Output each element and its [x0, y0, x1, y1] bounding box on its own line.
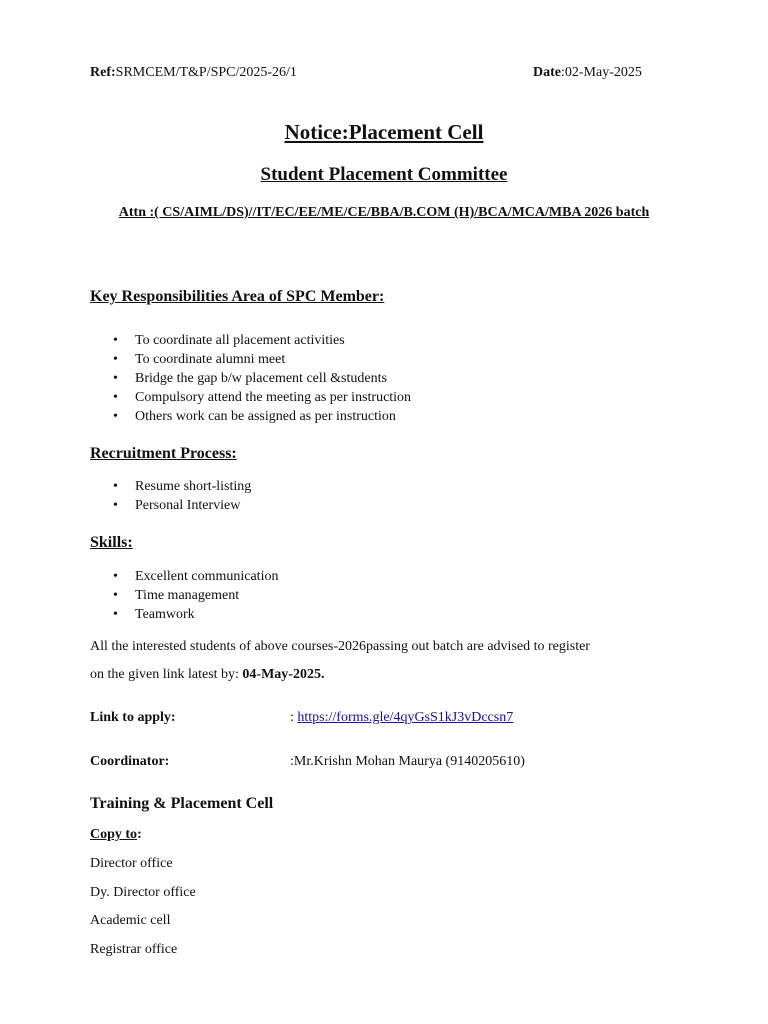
- ref-label: Ref:: [90, 65, 116, 80]
- committee-title: Student Placement Committee: [260, 164, 508, 185]
- recruitment-list: [90, 477, 251, 515]
- list-item: [90, 496, 251, 515]
- apply-separator: :: [290, 710, 298, 725]
- list-item: [90, 605, 278, 624]
- copy-to-label: Copy to: [90, 827, 138, 842]
- list-item: [90, 388, 411, 407]
- list-item-text: Teamwork: [135, 607, 195, 622]
- instruction-prefix: on the given link latest by:: [90, 667, 243, 682]
- ref-value: SRMCEM/T&P/SPC/2025-26/1: [115, 65, 297, 80]
- list-item: [90, 567, 278, 586]
- date-value: :02-May-2025: [561, 65, 642, 80]
- coordinator-label: Coordinator:: [90, 754, 170, 769]
- copy-recipient: Academic cell: [90, 913, 171, 928]
- copy-to-heading: [90, 827, 142, 843]
- list-item-text: Excellent communication: [135, 569, 279, 584]
- list-item: [90, 407, 411, 426]
- bullet-icon: •: [113, 390, 118, 405]
- bullet-icon: •: [113, 607, 118, 622]
- copy-recipient: Registrar office: [90, 942, 178, 957]
- list-item: [90, 350, 411, 369]
- copy-to-colon: :: [137, 827, 142, 842]
- list-item-text: Personal Interview: [135, 498, 241, 513]
- deadline-date: 04-May-2025.: [242, 667, 325, 682]
- skills-heading: Skills:: [90, 534, 133, 551]
- attention-line: Attn :( CS/AIML/DS)//IT/EC/EE/ME/CE/BBA/B.COM (H)/BCA/MCA/MBA 2026 batch: [118, 205, 650, 220]
- coordinator-value: :Mr.Krishn Mohan Maurya (9140205610): [290, 754, 525, 769]
- instruction-line-2: [90, 667, 324, 683]
- copy-recipient: Director office: [90, 856, 173, 871]
- skills-list: [90, 567, 278, 624]
- apply-label: Link to apply:: [90, 710, 176, 725]
- list-item-text: To coordinate alumni meet: [135, 352, 286, 367]
- notice-title: Notice:Placement Cell: [284, 120, 484, 144]
- list-item: [90, 477, 251, 496]
- list-item: [90, 331, 411, 350]
- list-item: [90, 586, 278, 605]
- list-item-text: Bridge the gap b/w placement cell &students: [135, 371, 387, 386]
- instruction-line-1: All the interested students of above courses-2026passing out batch are advised to register: [90, 639, 590, 654]
- bullet-icon: •: [113, 409, 118, 424]
- apply-form-link[interactable]: https://forms.gle/4qyGsS1kJ3vDccsn7: [297, 710, 514, 725]
- bullet-icon: •: [113, 588, 118, 603]
- list-item-text: To coordinate all placement activities: [135, 333, 345, 348]
- bullet-icon: •: [113, 371, 118, 386]
- bullet-icon: •: [113, 333, 118, 348]
- list-item-text: Time management: [135, 588, 240, 603]
- list-item-text: Resume short-listing: [135, 479, 252, 494]
- date-line: [533, 65, 642, 81]
- responsibilities-list: [90, 331, 411, 426]
- list-item-text: Others work can be assigned as per instruction: [135, 409, 396, 424]
- responsibilities-heading: Key Responsibilities Area of SPC Member:: [90, 288, 385, 305]
- date-label: Date: [533, 65, 561, 80]
- signature-line: Training & Placement Cell: [90, 795, 274, 812]
- copy-recipient: Dy. Director office: [90, 885, 196, 900]
- apply-link-line: [290, 710, 513, 726]
- bullet-icon: •: [113, 498, 118, 513]
- list-item: [90, 369, 411, 388]
- bullet-icon: •: [113, 352, 118, 367]
- recruitment-heading: Recruitment Process:: [90, 445, 237, 462]
- list-item-text: Compulsory attend the meeting as per instruction: [135, 390, 412, 405]
- reference-line: [90, 65, 297, 81]
- bullet-icon: •: [113, 479, 118, 494]
- bullet-icon: •: [113, 569, 118, 584]
